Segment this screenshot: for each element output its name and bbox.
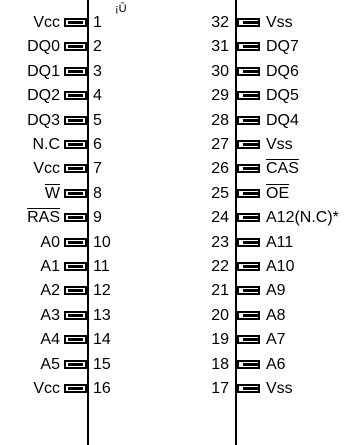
right-pin-row bbox=[0, 62, 364, 82]
pin-name: DQ2 bbox=[27, 87, 60, 105]
pin-number: 13 bbox=[93, 306, 111, 324]
pin-lead-icon bbox=[237, 213, 260, 222]
pin-number: 32 bbox=[211, 14, 229, 31]
pin-lead-icon bbox=[237, 42, 260, 51]
right-pin-row bbox=[0, 184, 364, 204]
pin-number: 9 bbox=[93, 209, 102, 227]
right-pin-row bbox=[0, 355, 364, 375]
pin-number: 22 bbox=[211, 258, 229, 275]
pin-number: 17 bbox=[211, 380, 229, 397]
pin-name: A10 bbox=[266, 258, 295, 275]
pin-name: A8 bbox=[266, 306, 286, 324]
pin-name: Vss bbox=[266, 136, 293, 153]
right-pin-row bbox=[0, 159, 364, 179]
pin-lead-icon bbox=[237, 67, 260, 76]
pin-number: 21 bbox=[211, 282, 229, 300]
pin-lead-icon bbox=[237, 164, 260, 173]
pin-name: DQ1 bbox=[27, 62, 60, 80]
pin-lead-icon bbox=[237, 262, 260, 271]
pin-number: 6 bbox=[93, 136, 102, 153]
pin-name: A4 bbox=[40, 331, 60, 349]
pin1-orientation-mark: ¡Û bbox=[115, 3, 127, 15]
pin-number: 1 bbox=[93, 14, 102, 31]
pin-number: 7 bbox=[93, 160, 102, 178]
pin-number: 3 bbox=[93, 62, 102, 80]
pin-number: 12 bbox=[93, 282, 111, 300]
pin-number: 5 bbox=[93, 111, 102, 129]
pin-number: 16 bbox=[93, 380, 111, 397]
pin-name: A11 bbox=[266, 233, 294, 251]
pin-lead-icon bbox=[237, 140, 260, 149]
pin-lead-icon bbox=[237, 116, 260, 125]
pin-number: 24 bbox=[211, 209, 229, 227]
pin-number: 14 bbox=[93, 331, 111, 349]
pin-lead-icon bbox=[237, 189, 260, 198]
pin-lead-icon bbox=[237, 18, 260, 27]
pin-name: Vcc bbox=[33, 160, 60, 178]
right-pin-row bbox=[0, 135, 364, 155]
pin-name: Vss bbox=[266, 14, 293, 31]
pin-number: 25 bbox=[211, 184, 229, 202]
right-pin-row bbox=[0, 330, 364, 350]
right-pin-row bbox=[0, 379, 364, 399]
right-pin-row bbox=[0, 233, 364, 253]
pin-number: 18 bbox=[211, 355, 229, 373]
pin-lead-icon bbox=[237, 384, 260, 393]
pin-number: 4 bbox=[93, 87, 102, 105]
pin-number: 2 bbox=[93, 38, 102, 56]
pin-name: DQ4 bbox=[266, 111, 299, 129]
pin-name: A2 bbox=[40, 282, 60, 300]
pin-name: DQ6 bbox=[266, 62, 299, 80]
pin-name: A0 bbox=[40, 233, 60, 251]
pin-number: 28 bbox=[211, 111, 229, 129]
pin-number: 31 bbox=[211, 38, 229, 56]
pin-name: DQ0 bbox=[27, 38, 60, 56]
right-pin-row bbox=[0, 281, 364, 301]
right-pin-row bbox=[0, 208, 364, 228]
pin-name: DQ3 bbox=[27, 111, 60, 129]
pin-name: Vss bbox=[266, 380, 293, 397]
pin-lead-icon bbox=[237, 360, 260, 369]
right-pin-row bbox=[0, 37, 364, 57]
pin-number: 11 bbox=[93, 258, 110, 275]
right-pin-row bbox=[0, 86, 364, 106]
pin-name: $\overline{W}$ bbox=[44, 184, 60, 202]
pin-name: Vcc bbox=[33, 14, 60, 31]
pin-number: 8 bbox=[93, 184, 102, 202]
pin-number: 27 bbox=[211, 136, 229, 153]
right-pin-row bbox=[0, 111, 364, 131]
pin-lead-icon bbox=[237, 238, 260, 247]
pin-name: A7 bbox=[266, 331, 286, 349]
pin-name: A12(N.C)* bbox=[266, 209, 339, 227]
pin-number: 30 bbox=[211, 62, 229, 80]
pin-lead-icon bbox=[237, 286, 260, 295]
right-pin-row bbox=[0, 13, 364, 33]
pin-name: DQ7 bbox=[266, 38, 299, 56]
pin-name: A9 bbox=[266, 282, 286, 300]
pin-name: A1 bbox=[40, 258, 60, 275]
pin-name: N.C bbox=[32, 136, 60, 153]
pin-number: 10 bbox=[93, 233, 111, 251]
pin-number: 15 bbox=[93, 355, 111, 373]
pin-name: A3 bbox=[40, 306, 60, 324]
pin-number: 19 bbox=[211, 331, 229, 349]
pin-name: A5 bbox=[40, 355, 60, 373]
pin-name: DQ5 bbox=[266, 87, 299, 105]
pin-lead-icon bbox=[237, 91, 260, 100]
pin-lead-icon bbox=[237, 311, 260, 320]
pin-number: 26 bbox=[211, 160, 229, 178]
pin-name: $\overline{CAS}$ bbox=[266, 160, 299, 178]
right-pin-row bbox=[0, 257, 364, 277]
pin-number: 23 bbox=[211, 233, 229, 251]
pin-lead-icon bbox=[237, 335, 260, 344]
pin-name: A6 bbox=[266, 355, 286, 373]
pin-number: 29 bbox=[211, 87, 229, 105]
pin-name: Vcc bbox=[33, 380, 60, 397]
pin-name: $\overline{RAS}$ bbox=[27, 209, 60, 227]
right-pin-row bbox=[0, 306, 364, 326]
pin-number: 20 bbox=[211, 306, 229, 324]
pin-name: $\overline{OE}$ bbox=[266, 184, 290, 202]
